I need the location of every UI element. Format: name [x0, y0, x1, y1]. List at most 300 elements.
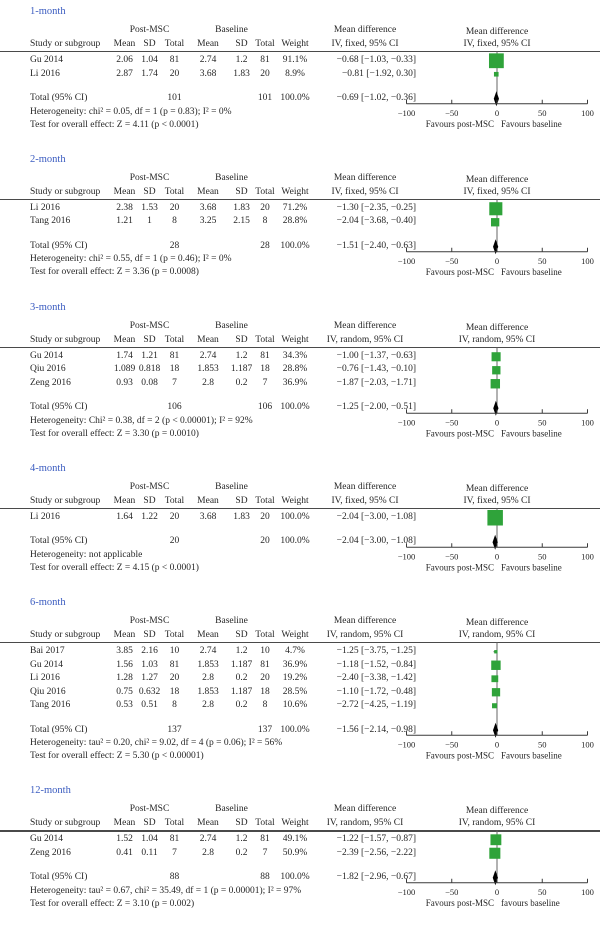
- mean-difference-cell: −2.72 [−4.25, −1.19]: [336, 700, 416, 710]
- col-header-sd: SD: [235, 334, 248, 345]
- column-header-row: [30, 37, 416, 51]
- subgroup-title: 3-month: [30, 301, 66, 313]
- total-weight: 100.0%: [280, 93, 310, 103]
- favours-right-label: Favours baseline: [501, 750, 562, 761]
- post-total-cell: 8: [172, 216, 177, 227]
- base-mean-cell: 3.68: [199, 68, 217, 79]
- group-header-row: [30, 24, 416, 37]
- col-header-mean: Mean: [197, 818, 219, 829]
- mean-difference-cell: −0.81 [−1.92, 0.30]: [341, 68, 416, 79]
- post-sd-cell: 1.22: [141, 511, 158, 522]
- weight-cell: 28.8%: [282, 364, 308, 374]
- spacer: [187, 92, 254, 106]
- spacer: [187, 240, 254, 254]
- spacer: [30, 24, 112, 37]
- spacer: [276, 803, 314, 816]
- effect-square: [487, 510, 503, 526]
- post-mean-cell: 0.41: [116, 847, 133, 858]
- total-base-n: 137: [257, 724, 273, 735]
- favours-right-label: Favours baseline: [501, 118, 562, 129]
- base-mean-cell: 2.8: [202, 847, 214, 858]
- effect-square: [492, 703, 497, 708]
- base-sd-cell: 1.187: [230, 686, 253, 697]
- post-sd-cell: 0.632: [138, 686, 161, 697]
- col-header-weight: Weight: [281, 818, 309, 829]
- favours-left-label: Favours post-MSC: [425, 266, 494, 277]
- group-header-baseline: Baseline: [215, 25, 248, 35]
- group-header-row: [30, 803, 416, 816]
- blank-row: [30, 860, 416, 871]
- section-body: [0, 615, 600, 765]
- base-total-cell: 81: [260, 350, 270, 361]
- blank-row: [30, 229, 416, 240]
- total-weight: 100.0%: [280, 872, 310, 883]
- favours-left-label: Favours post-MSC: [425, 427, 494, 438]
- effect-square: [494, 650, 497, 653]
- spacer: [187, 401, 254, 415]
- axis-tick-label: −50: [445, 107, 459, 118]
- study-name: Zeng 2016: [30, 377, 71, 388]
- group-header-post-msc: Post-MSC: [129, 25, 170, 35]
- study-row: [30, 363, 416, 377]
- axis-tick-label: 50: [538, 887, 547, 897]
- total-post-n: 28: [169, 240, 180, 251]
- mean-difference-cell: −2.04 [−3.00, −1.08]: [336, 511, 416, 522]
- md-header-line1: Mean difference: [333, 172, 397, 183]
- heterogeneity-text: Heterogeneity: not applicable: [30, 549, 143, 560]
- base-mean-cell: 2.8: [202, 673, 214, 683]
- col-header-mean: Mean: [113, 495, 136, 506]
- total-weight: 100.0%: [280, 724, 310, 735]
- base-sd-cell: 0.2: [235, 377, 248, 388]
- col-header-sd: SD: [235, 818, 248, 829]
- effect-square: [491, 379, 500, 388]
- post-mean-cell: 1.28: [116, 673, 133, 683]
- post-mean-cell: 2.87: [116, 68, 133, 79]
- col-header-study: Study or subgroup: [30, 39, 101, 49]
- plot-header-line1: Mean difference: [465, 618, 529, 628]
- col-header-total: Total: [164, 630, 185, 640]
- weight-cell: 28.5%: [282, 686, 308, 697]
- group-header-post-msc: Post-MSC: [129, 616, 170, 626]
- base-total-cell: 81: [260, 659, 270, 670]
- study-row: [30, 202, 416, 216]
- post-sd-cell: 0.08: [141, 377, 158, 388]
- col-header-mean: Mean: [113, 818, 136, 829]
- post-sd-cell: 1: [147, 216, 152, 227]
- overall-effect-text: Test for overall effect: Z = 3.30 (p = 0.0010): [30, 428, 199, 439]
- total-base-n: 88: [260, 872, 270, 883]
- overall-effect-row: [30, 266, 416, 279]
- axis-tick-label: −50: [445, 255, 459, 266]
- post-sd-cell: 1.04: [141, 55, 158, 65]
- axis-tick-label: 50: [538, 255, 547, 266]
- col-header-total: Total: [255, 818, 275, 829]
- axis-tick-label: −100: [398, 107, 416, 118]
- study-row: [30, 847, 416, 861]
- md-header-line1: Mean difference: [333, 616, 397, 626]
- group-header-baseline: Baseline: [215, 172, 248, 183]
- blank-row: [30, 713, 416, 724]
- study-row: [30, 645, 416, 659]
- post-total-cell: 20: [169, 673, 180, 683]
- axis-tick-label: −100: [398, 739, 416, 750]
- base-total-cell: 20: [260, 202, 270, 213]
- forest-plot: [398, 803, 600, 913]
- study-row: [30, 833, 416, 847]
- subgroup-section-12-month: [0, 784, 600, 913]
- col-header-weight: Weight: [281, 495, 309, 506]
- weight-cell: 49.1%: [282, 834, 308, 845]
- overall-effect-row: [30, 750, 416, 763]
- weight-cell: 71.2%: [282, 202, 308, 213]
- effect-square: [491, 218, 499, 226]
- col-header-study: Study or subgroup: [30, 495, 101, 506]
- overall-effect-row: [30, 428, 416, 441]
- base-mean-cell: 2.8: [202, 377, 214, 388]
- study-row: [30, 68, 416, 82]
- col-header-sd: SD: [143, 186, 156, 197]
- group-header-baseline: Baseline: [215, 481, 248, 492]
- mean-difference-cell: −2.04 [−3.68, −0.40]: [336, 216, 416, 227]
- heterogeneity-row: [30, 415, 416, 428]
- base-total-cell: 18: [260, 686, 270, 697]
- total-weight: 100.0%: [280, 402, 310, 412]
- study-name: Tang 2016: [30, 700, 71, 710]
- spacer: [276, 481, 314, 494]
- heterogeneity-row: [30, 106, 416, 119]
- mean-difference-cell: −1.22 [−1.57, −0.87]: [336, 834, 416, 845]
- favours-right-label: Favours baseline: [501, 427, 562, 438]
- total-base-n: 101: [257, 93, 273, 103]
- section-body: [0, 481, 600, 577]
- spacer: [30, 803, 112, 816]
- plot-header-line2: IV, random, 95% CI: [458, 818, 536, 829]
- study-row: [30, 350, 416, 364]
- subgroup-section-2-month: [0, 153, 600, 282]
- base-sd-cell: 0.2: [235, 673, 248, 683]
- col-header-mean: Mean: [197, 334, 219, 345]
- post-mean-cell: 0.75: [116, 686, 133, 697]
- data-table: [30, 320, 416, 441]
- heterogeneity-row: [30, 549, 416, 562]
- post-mean-cell: 1.64: [116, 511, 133, 522]
- md-header-line2: IV, random, 95% CI: [326, 334, 404, 345]
- overall-effect-row: [30, 898, 416, 911]
- forest-plot: [398, 481, 600, 577]
- axis-tick-label: −50: [445, 739, 459, 750]
- study-row: [30, 659, 416, 673]
- total-label: Total (95% CI): [30, 536, 88, 547]
- col-header-mean: Mean: [113, 334, 136, 345]
- plot-header-line1: Mean difference: [465, 806, 529, 817]
- col-header-total: Total: [164, 818, 185, 829]
- axis-tick-label: 100: [581, 255, 594, 266]
- study-name: Tang 2016: [30, 216, 71, 227]
- col-header-mean: Mean: [113, 630, 136, 640]
- total-post-n: 20: [169, 536, 180, 547]
- base-total-cell: 81: [260, 55, 270, 65]
- total-label: Total (95% CI): [30, 724, 88, 735]
- base-mean-cell: 2.74: [199, 55, 217, 65]
- favours-right-label: Favours baseline: [501, 562, 562, 572]
- heterogeneity-text: Heterogeneity: tau² = 0.67, chi² = 35.49, df = 1 (p = 0.00001); I² = 97%: [30, 885, 302, 896]
- col-header-study: Study or subgroup: [30, 630, 101, 640]
- post-mean-cell: 3.85: [116, 646, 133, 656]
- base-total-cell: 18: [260, 364, 270, 374]
- forest-plot: [398, 24, 600, 134]
- post-mean-cell: 1.56: [116, 659, 133, 670]
- base-sd-cell: 1.2: [235, 55, 248, 65]
- plot-header-line2: IV, fixed, 95% CI: [463, 186, 531, 197]
- study-name: Li 2016: [30, 68, 60, 79]
- col-header-weight: Weight: [281, 334, 309, 345]
- forest-plot: [398, 615, 600, 765]
- base-total-cell: 20: [260, 511, 270, 522]
- base-mean-cell: 3.25: [199, 216, 217, 227]
- axis-tick-label: 50: [538, 739, 547, 750]
- total-row: [30, 724, 416, 738]
- col-header-study: Study or subgroup: [30, 818, 101, 829]
- col-header-study: Study or subgroup: [30, 186, 101, 197]
- total-post-n: 101: [167, 93, 182, 103]
- section-body: [0, 24, 600, 134]
- axis-tick-label: 0: [494, 107, 500, 118]
- effect-square: [492, 352, 501, 361]
- group-header-row: [30, 481, 416, 494]
- axis-tick-label: 0: [494, 551, 500, 561]
- post-sd-cell: 1.04: [141, 834, 158, 845]
- effect-square: [492, 366, 500, 374]
- weight-cell: 28.8%: [282, 216, 308, 227]
- axis-tick-label: 50: [538, 416, 547, 427]
- effect-square: [491, 675, 498, 682]
- col-header-sd: SD: [235, 39, 248, 49]
- base-sd-cell: 0.2: [235, 700, 248, 710]
- post-sd-cell: 1.27: [141, 673, 158, 683]
- effect-square: [490, 835, 501, 846]
- total-mean-difference: −1.56 [−2.14, −0.98]: [336, 724, 416, 735]
- overall-effect-text: Test for overall effect: Z = 4.15 (p < 0.0001): [30, 562, 199, 573]
- mean-difference-cell: −2.39 [−2.56, −2.22]: [336, 847, 416, 858]
- mean-difference-cell: −1.30 [−2.35, −0.25]: [336, 202, 416, 213]
- base-mean-cell: 1.853: [197, 686, 219, 697]
- subgroup-section-6-month: [0, 596, 600, 765]
- plot-header-line2: IV, fixed, 95% CI: [463, 495, 531, 506]
- overall-effect-text: Test for overall effect: Z = 3.10 (p = 0.002): [30, 898, 195, 909]
- data-table: [30, 615, 416, 763]
- base-total-cell: 8: [262, 216, 268, 227]
- overall-effect-row: [30, 562, 416, 575]
- base-sd-cell: 0.2: [235, 847, 248, 858]
- mean-difference-cell: −0.68 [−1.03, −0.33]: [336, 55, 416, 65]
- axis-tick-label: 50: [538, 107, 547, 118]
- blank-row: [30, 390, 416, 401]
- subgroup-title: 4-month: [30, 462, 66, 474]
- spacer: [187, 871, 254, 885]
- subgroup-section-3-month: [0, 301, 600, 443]
- total-weight: 100.0%: [280, 536, 310, 547]
- subgroup-title: 1-month: [30, 6, 66, 17]
- col-header-total: Total: [255, 495, 275, 506]
- total-label: Total (95% CI): [30, 93, 88, 103]
- col-header-sd: SD: [235, 630, 248, 640]
- spacer: [30, 172, 112, 185]
- col-header-total: Total: [164, 39, 185, 49]
- post-total-cell: 18: [169, 686, 180, 697]
- total-base-n: 28: [260, 240, 270, 251]
- column-header-row: [30, 333, 416, 347]
- col-header-sd: SD: [143, 630, 156, 640]
- post-total-cell: 81: [169, 834, 180, 845]
- plot-header-line2: IV, fixed, 95% CI: [463, 39, 531, 49]
- group-header-post-msc: Post-MSC: [129, 804, 170, 815]
- column-header-row: [30, 628, 416, 642]
- forest-plot: [398, 320, 600, 443]
- md-header-line1: Mean difference: [333, 25, 397, 35]
- section-body: [0, 803, 600, 913]
- post-total-cell: 18: [169, 364, 180, 374]
- axis-tick-label: 0: [494, 887, 500, 897]
- post-total-cell: 7: [172, 377, 177, 388]
- group-header-row: [30, 615, 416, 628]
- overall-effect-row: [30, 119, 416, 132]
- base-mean-cell: 2.8: [202, 700, 214, 710]
- favours-left-label: Favours post-MSC: [425, 118, 494, 129]
- weight-cell: 34.3%: [282, 350, 308, 361]
- heterogeneity-text: Heterogeneity: tau² = 0.20, chi² = 9.02, df = 4 (p = 0.06); I² = 56%: [30, 738, 283, 748]
- base-total-cell: 7: [262, 377, 268, 388]
- heterogeneity-row: [30, 885, 416, 898]
- axis-tick-label: −50: [445, 887, 459, 897]
- post-sd-cell: 1.53: [141, 202, 158, 213]
- base-sd-cell: 1.187: [230, 659, 253, 670]
- total-row: [30, 871, 416, 885]
- effect-square: [491, 661, 500, 670]
- study-row: [30, 511, 416, 525]
- base-sd-cell: 1.2: [235, 350, 248, 361]
- col-header-mean: Mean: [197, 495, 219, 506]
- base-mean-cell: 1.853: [197, 659, 219, 670]
- axis-tick-label: −100: [398, 255, 416, 266]
- favours-left-label: Favours post-MSC: [425, 562, 494, 572]
- axis-tick-label: 100: [581, 107, 594, 118]
- axis-tick-label: 100: [581, 416, 594, 427]
- axis-tick-label: −100: [398, 887, 416, 897]
- post-sd-cell: 2.16: [141, 646, 158, 656]
- total-label: Total (95% CI): [30, 402, 88, 412]
- col-header-mean: Mean: [197, 630, 219, 640]
- spacer: [187, 535, 254, 549]
- total-post-n: 106: [167, 402, 182, 412]
- col-header-sd: SD: [143, 495, 156, 506]
- study-name: Zeng 2016: [30, 847, 71, 858]
- mean-difference-cell: −2.40 [−3.38, −1.42]: [336, 673, 416, 683]
- effect-square: [492, 688, 500, 696]
- col-header-sd: SD: [235, 495, 248, 506]
- blank-row: [30, 81, 416, 92]
- weight-cell: 10.6%: [282, 700, 308, 710]
- weight-cell: 8.9%: [285, 68, 305, 79]
- study-row: [30, 686, 416, 700]
- study-row: [30, 377, 416, 391]
- plot-header-line2: IV, random, 95% CI: [458, 334, 536, 345]
- study-name: Li 2016: [30, 202, 60, 213]
- axis-tick-label: 0: [494, 416, 500, 427]
- base-total-cell: 81: [260, 834, 270, 845]
- base-total-cell: 20: [260, 68, 270, 79]
- post-sd-cell: 0.11: [141, 847, 158, 858]
- post-total-cell: 20: [169, 68, 180, 79]
- effect-square: [489, 848, 500, 859]
- column-header-row: [30, 816, 416, 830]
- post-total-cell: 81: [169, 350, 180, 361]
- post-mean-cell: 1.21: [116, 216, 133, 227]
- favours-right-label: favours baseline: [501, 898, 560, 908]
- axis-tick-label: −50: [445, 416, 459, 427]
- group-header-row: [30, 172, 416, 185]
- spacer: [276, 24, 314, 37]
- col-header-mean: Mean: [197, 39, 219, 49]
- mean-difference-cell: −1.10 [−1.72, −0.48]: [336, 686, 416, 697]
- total-base-n: 20: [260, 536, 270, 547]
- total-post-n: 88: [169, 872, 180, 883]
- column-header-row: [30, 494, 416, 508]
- group-header-post-msc: Post-MSC: [129, 481, 170, 492]
- post-sd-cell: 1.74: [141, 68, 158, 79]
- col-header-total: Total: [255, 186, 275, 197]
- data-table: [30, 803, 416, 911]
- base-sd-cell: 2.15: [233, 216, 250, 227]
- axis-tick-label: 100: [581, 739, 594, 750]
- base-total-cell: 10: [260, 646, 270, 656]
- subgroup-title: 2-month: [30, 153, 66, 165]
- axis-tick-label: 0: [494, 255, 500, 266]
- blank-row: [30, 524, 416, 535]
- total-label: Total (95% CI): [30, 240, 88, 251]
- total-label: Total (95% CI): [30, 872, 88, 883]
- col-header-study: Study or subgroup: [30, 334, 101, 345]
- post-mean-cell: 1.52: [116, 834, 133, 845]
- subgroup-section-1-month: [0, 5, 600, 134]
- post-total-cell: 7: [172, 847, 177, 858]
- overall-effect-text: Test for overall effect: Z = 4.11 (p < 0.0001): [30, 119, 199, 130]
- plot-header-line2: IV, random, 95% CI: [458, 630, 536, 640]
- total-mean-difference: −1.82 [−2.96, −0.67]: [336, 872, 416, 883]
- plot-header-line1: Mean difference: [465, 174, 529, 185]
- mean-difference-cell: −1.25 [−3.75, −1.25]: [336, 646, 416, 656]
- section-body: [0, 320, 600, 443]
- total-mean-difference: −1.51 [−2.40, −0.63]: [336, 240, 416, 251]
- plot-header-line1: Mean difference: [465, 27, 529, 37]
- col-header-sd: SD: [143, 334, 156, 345]
- study-name: Gu 2014: [30, 834, 63, 845]
- base-sd-cell: 1.83: [233, 202, 250, 213]
- post-sd-cell: 1.03: [141, 659, 158, 670]
- base-mean-cell: 3.68: [199, 511, 217, 522]
- md-header-line2: IV, random, 95% CI: [326, 818, 404, 829]
- heterogeneity-text: Heterogeneity: chi² = 0.55, df = 1 (p = 0.46); I² = 0%: [30, 254, 232, 265]
- md-header-line2: IV, fixed, 95% CI: [331, 495, 399, 506]
- post-total-cell: 8: [172, 700, 177, 710]
- spacer: [276, 172, 314, 185]
- total-row: [30, 240, 416, 254]
- base-mean-cell: 3.68: [199, 202, 217, 213]
- post-sd-cell: 1.21: [141, 350, 158, 361]
- total-base-n: 106: [257, 402, 273, 412]
- col-header-weight: Weight: [281, 630, 309, 640]
- column-header-row: [30, 185, 416, 199]
